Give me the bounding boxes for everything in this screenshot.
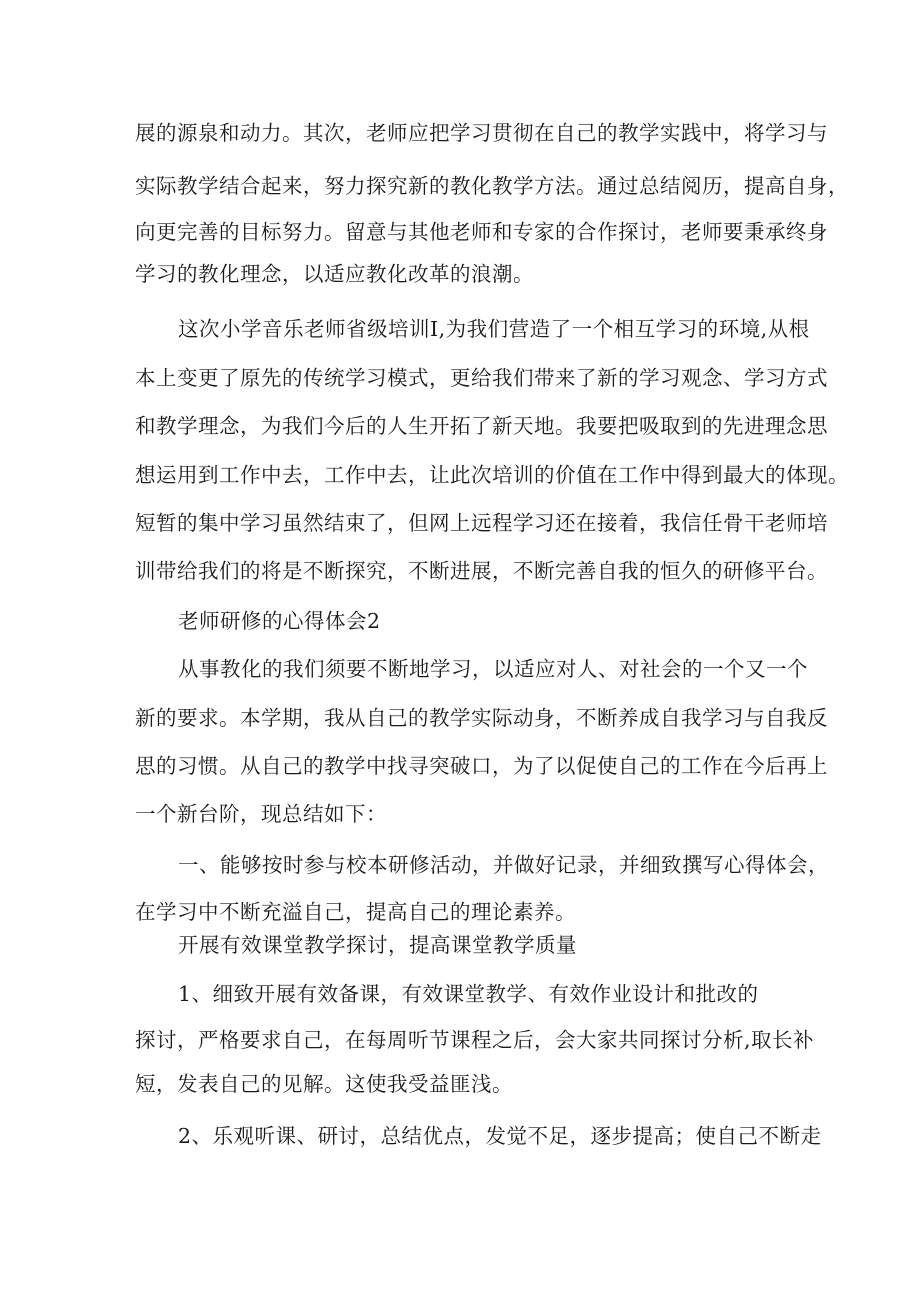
text-line: 在学习中不断充溢自己，提高自己的理论素养。: [135, 900, 576, 924]
text-line: 和教学理念，为我们今后的人生开拓了新天地。我要把吸取到的先进理念思: [135, 414, 828, 438]
text-line: 从事教化的我们须要不断地学习，以适应对人、对社会的一个又一个: [178, 657, 808, 681]
text-line: 思的习惯。从自己的教学中找寻突破口，为了以促使自己的工作在今后再上: [135, 754, 828, 778]
text-line: 探讨，严格要求自己，在每周听节课程之后，会大家共同探讨分析,取长补: [135, 1028, 815, 1052]
text-line: 展的源泉和动力。其次，老师应把学习贯彻在自己的教学实践中，将学习与: [135, 121, 828, 145]
text-line: 2、乐观听课、研讨，总结优点，发觉不足，逐步提高；使自己不断走: [178, 1124, 822, 1148]
section-heading: 老师研修的心得体会2: [178, 609, 381, 633]
text-line: 短，发表自己的见解。这使我受益匪浅。: [135, 1072, 513, 1096]
text-line: 本上变更了原先的传统学习模式，更给我们带来了新的学习观念、学习方式: [135, 366, 828, 390]
text-line: 学习的教化理念，以适应教化改革的浪潮。: [135, 262, 534, 286]
text-line: 一个新台阶，现总结如下：: [135, 802, 387, 826]
text-line: 训带给我们的将是不断探究，不断进展，不断完善自我的恒久的研修平台。: [135, 559, 828, 583]
text-line: 新的要求。本学期，我从自己的教学实际动身，不断养成自我学习与自我反: [135, 706, 828, 730]
text-line: 想运用到工作中去，工作中去，让此次培训的价值在工作中得到最大的体现。: [135, 463, 849, 487]
subheading: 开展有效课堂教学探讨，提高课堂教学质量: [178, 933, 577, 957]
text-line: 这次小学音乐老师省级培训I,为我们营造了一个相互学习的环境,从根: [178, 317, 810, 341]
text-line: 短暂的集中学习虽然结束了，但网上远程学习还在接着，我信任骨干老师培: [135, 511, 828, 535]
text-line: 1、细致开展有效备课，有效课堂教学、有效作业设计和批改的: [178, 982, 759, 1006]
text-line: 实际教学结合起来，努力探究新的教化教学方法。通过总结阅历，提高自身，: [135, 174, 849, 198]
text-line: 一、能够按时参与校本研修活动，并做好记录，并细致撰写心得体会，: [178, 853, 829, 877]
text-line: 向更完善的目标努力。留意与其他老师和专家的合作探讨，老师要秉承终身: [135, 220, 828, 244]
